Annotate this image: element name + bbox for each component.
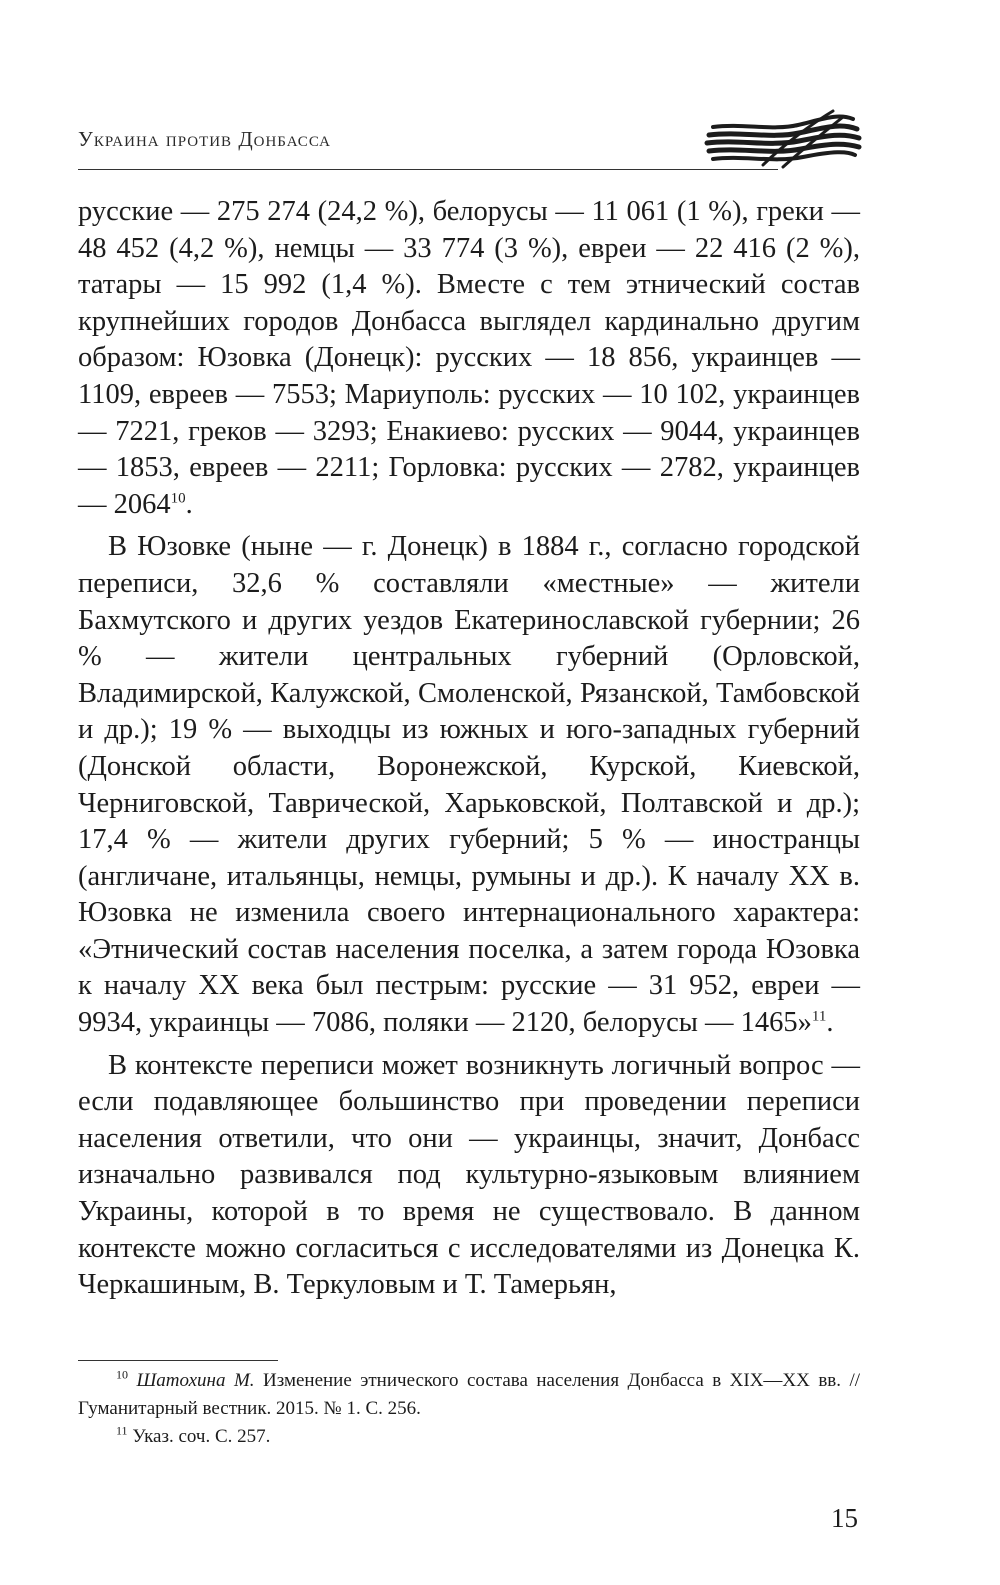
footnote: $^{11}$ Указ. соч. С. 257. [116, 1423, 271, 1447]
page-header [78, 105, 860, 175]
paragraph: русские — 275 274 (24,2 %), белорусы — 11 061 (1 %), греки — 48 452 (4,2 %), немцы — 33 774 (3 %), евреи — 22 416 (2 %), татары — 15 992 (1,4 %). Вместе с тем этнический состав крупнейших городов Донбасса выглядел кардинально другим образом: Юзовка (Донецк): русских — 18 856, украинцев — 1109, евреев — 7553; Мариуполь: русских — 10 102, украинцев — 7221, греков — 3293; Енакиево: русских — 9044, украинцев — 1853, евреев — 2211; Горловка: русских — 2782, украинцев — 2064$^{10}$. [78, 196, 860, 520]
page-number: 15 [831, 1503, 858, 1533]
footnote-ref: 10 [170, 490, 186, 507]
footnote: $^{10}$ Шатохина М. Изменение этнического состава населения Донбасса в XIX—XX вв. // Гуманитарный вестник. 2015. № 1. С. 256. [78, 1367, 861, 1419]
footnote-author: Шатохина М. [136, 1370, 255, 1391]
running-title: Украина против Донбасса [78, 127, 331, 151]
paragraph: В Юзовке (ныне — г. Донецк) в 1884 г., согласно городской переписи, 32,6 % составляли «местные» — жители Бахмутского и других уездов Екатеринославской губернии; 26 % — жители центральных губерний (Орловской, Владимирской, Калужской, Смоленской, Рязанской, Тамбовской и др.); 19 % — выходцы из южных и юго-западных губерний (Донской области, Воронежской, Курской, Киевской, Черниговской, Таврической, Харьковской, Полтавской и др.); 17,4 % — жители других губерний; 5 % — иностранцы (англичане, итальянцы, немцы, румыны и др.). К началу XX в. Юзовка не изменила своего интернационального характера: «Этнический состав населения поселка, а затем города Юзовка к началу XX века был пестрым: русские — 31 952, евреи — 9934, украинцы — 7086, поляки — 2120, белорусы — 1465»$^{11}$. [78, 531, 860, 1039]
paragraph: В контексте переписи может возникнуть логичный вопрос — если подавляющее большинство при проведении переписи населения ответили, что они — украинцы, значит, Донбасс изначально развивался под культурно-языковым влиянием Украины, которой в то время не существовало. В данном контексте можно согласиться с исследователями из Донецка К. Черкашиным, В. Теркуловым и Т. Тамерьян, [78, 1049, 860, 1301]
footnote-rule [78, 1360, 278, 1361]
header-rule [78, 169, 778, 170]
ribbon-flag-icon [703, 105, 863, 175]
footnote-ref: 11 [811, 1008, 827, 1025]
footnotes [78, 1367, 860, 1451]
body-text [78, 194, 860, 1310]
